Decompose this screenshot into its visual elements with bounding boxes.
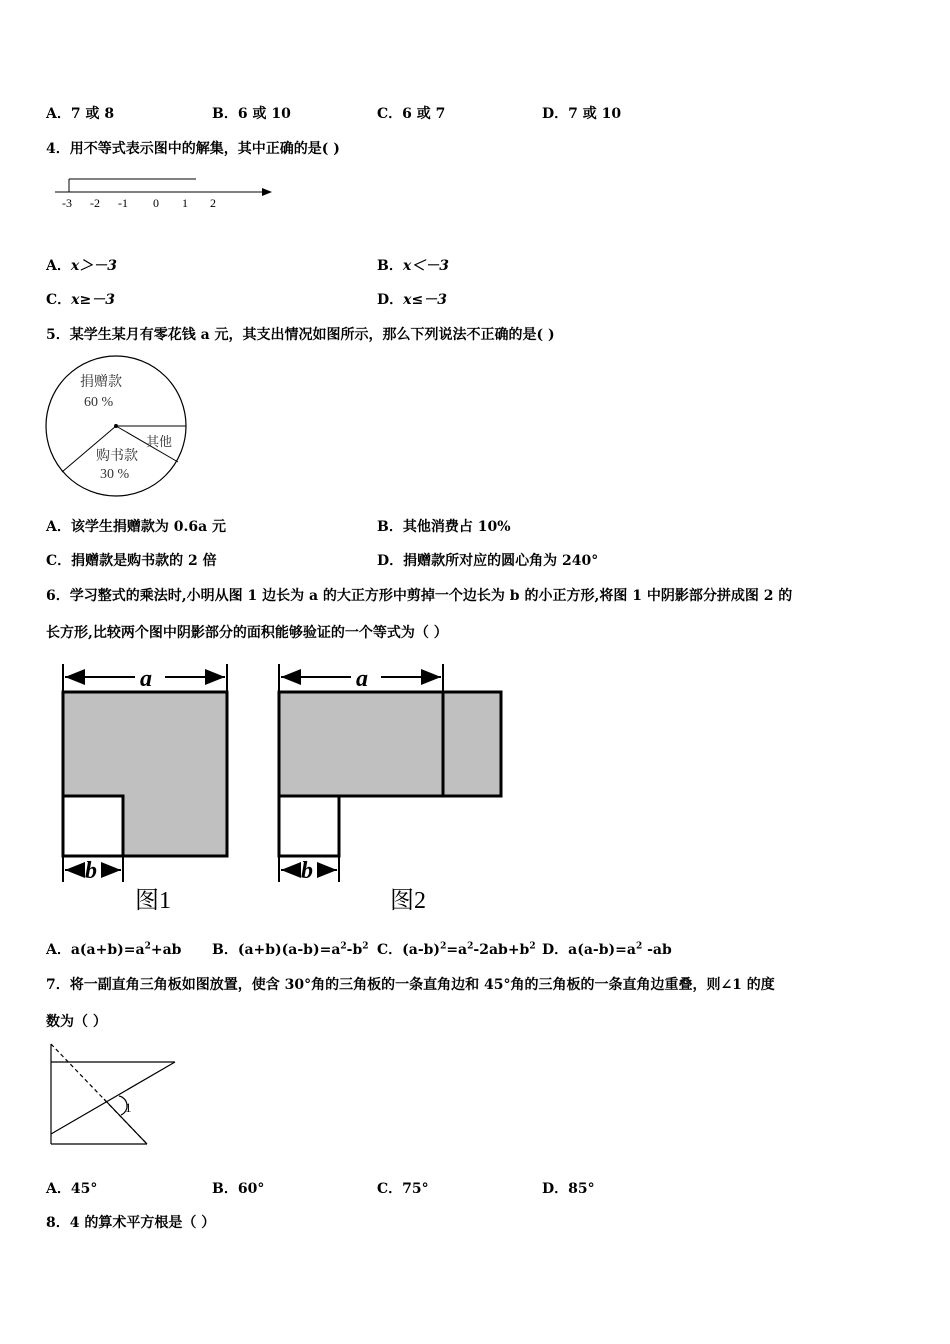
q6-option-b[interactable]: B．$(a+b)(a-b)=a^2-b^2$ <box>212 941 369 958</box>
pie-donation-pct: 60 % <box>84 395 114 410</box>
fig1-small-square <box>63 796 123 856</box>
pie-center-dot <box>114 424 118 428</box>
q4-option-c[interactable]: C．x≥－3 <box>46 292 115 308</box>
q4-stem: 4．用不等式表示图中的解集，其中正确的是( ) <box>46 141 340 157</box>
fig1-caption: 图1 <box>135 888 171 914</box>
angle-1-label: 1 <box>125 1100 132 1115</box>
q5-option-a[interactable]: A．该学生捐赠款为 0.6a 元 <box>46 519 227 535</box>
fig1-a-label: a <box>140 666 152 692</box>
q8-stem: 8．4 的算术平方根是（ ） <box>46 1215 216 1231</box>
q6-option-c[interactable]: C．$(a-b)^2=a^2-2ab+b^2$ <box>377 941 536 958</box>
pie-donation-label: 捐赠款 <box>80 375 122 390</box>
q4-option-d[interactable]: D．x≤－3 <box>377 292 447 308</box>
q7-option-a[interactable]: A．45° <box>46 1181 98 1197</box>
q5-option-c[interactable]: C．捐赠款是购书款的 2 倍 <box>46 553 217 569</box>
q4-option-b[interactable]: B．x＜－3 <box>377 258 449 274</box>
q6-option-d[interactable]: D．$a(a-b)=a^2$ -ab <box>542 941 672 958</box>
q7-stem-line2: 数为（ ） <box>46 1014 107 1030</box>
q7-triangle-figure <box>44 1040 184 1152</box>
q7-option-d[interactable]: D．85° <box>542 1181 595 1197</box>
q4-number-line-figure <box>50 172 280 212</box>
tick-label: -1 <box>118 196 128 210</box>
q5-pie-chart <box>42 352 192 502</box>
fig2-b-label: b <box>301 858 313 884</box>
q6-stem-line1: 6．学习整式的乘法时,小明从图 1 边长为 a 的大正方形中剪掉一个边长为 b 的小正方形,将图 1 中阴影部分拼成图 2 的 <box>46 588 793 604</box>
q5-option-d[interactable]: D．捐赠款所对应的圆心角为 240° <box>377 553 599 569</box>
q6-figures <box>55 660 515 920</box>
triangle-30-hypotenuse <box>51 1062 175 1134</box>
q6-option-a[interactable]: A．$a(a+b)=a^2+ab$ <box>46 941 182 958</box>
pie-other-label: 其他 <box>146 434 173 449</box>
pie-books-pct: 30 % <box>100 467 130 482</box>
q3-option-a[interactable]: A．7 或 8 <box>46 106 115 122</box>
q7-option-b[interactable]: B．60° <box>212 1181 265 1197</box>
q7-stem-line1: 7．将一副直角三角板如图放置，使含 30°角的三角板的一条直角边和 45°角的三角板的一条直角边重叠，则∠1 的度 <box>46 977 775 993</box>
figure-1 <box>63 664 227 914</box>
q3-option-b[interactable]: B．6 或 10 <box>212 106 291 122</box>
q5-stem: 5．某学生某月有零花钱 a 元，其支出情况如图所示，那么下列说法不正确的是( ) <box>46 327 555 343</box>
q3-option-d[interactable]: D．7 或 10 <box>542 106 622 122</box>
pie-books-label: 购书款 <box>96 449 138 464</box>
q6-stem-line2: 长方形,比较两个图中阴影部分的面积能够验证的一个等式为（ ） <box>46 625 448 641</box>
fig2-small-square <box>279 796 339 856</box>
tick-label: 2 <box>210 196 216 210</box>
fig2-caption: 图2 <box>390 888 426 914</box>
figure-2 <box>279 664 501 914</box>
q4-option-a[interactable]: A．x＞－3 <box>46 258 117 274</box>
fig1-b-label: b <box>85 858 97 884</box>
q5-option-b[interactable]: B．其他消费占 10% <box>377 519 511 535</box>
fig2-long-rectangle <box>279 692 501 796</box>
q3-option-c[interactable]: C．6 或 7 <box>377 106 446 122</box>
tick-label: 1 <box>182 196 188 210</box>
tick-label: -2 <box>90 196 100 210</box>
fig2-a-label: a <box>356 666 368 692</box>
number-line-arrow <box>262 188 272 196</box>
q7-option-c[interactable]: C．75° <box>377 1181 429 1197</box>
tick-label: -3 <box>62 196 72 210</box>
tick-label: 0 <box>153 196 159 210</box>
